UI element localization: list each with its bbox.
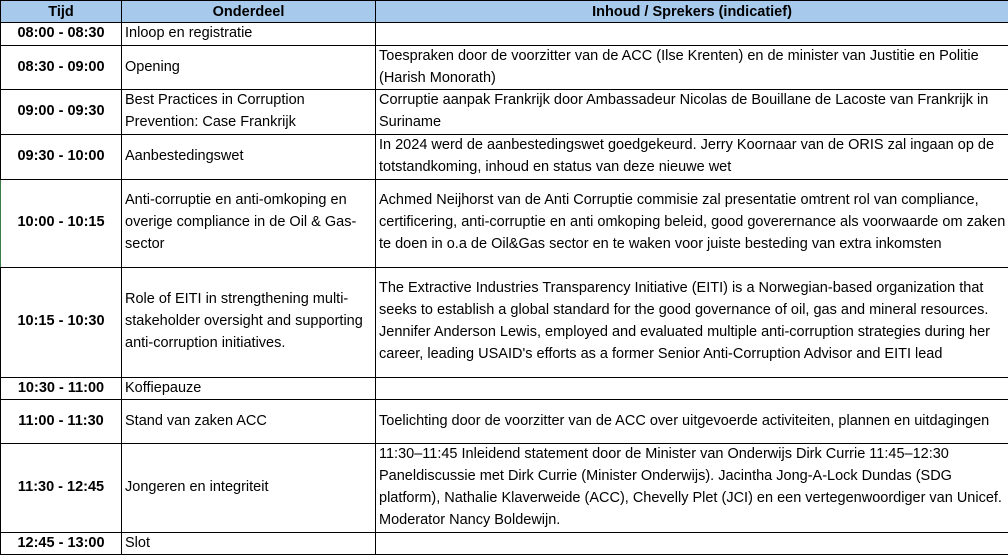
part-cell: Inloop en registratie	[122, 23, 376, 46]
content-cell: The Extractive Industries Transparency Initiative (EITI) is a Norwegian-based organization that seeks to establish a global standard for the good governance of oil, gas and mineral resources. Jennifer Anderson Lewis, employed and evaluated multiple anti-corruption strategies during her career, leading USAID's efforts as a former Senior Anti-Corruption Advisor and EITI lead	[376, 267, 1008, 377]
part-cell: Anti-corruptie en anti-omkoping en overige compliance in de Oil & Gas-sector	[122, 179, 376, 267]
content-cell: Achmed Neijhorst van de Anti Corruptie commisie zal presentatie omtrent rol van compliance, certificering, anti-corruptie en anti omkoping beleid, good goverernance als voorwaarde om zaken te doen in o.a de Oil&Gas sector en te waken voor juiste besteding van extra inkomsten	[376, 179, 1008, 267]
content-cell	[376, 23, 1008, 46]
part-cell: Aanbestedingswet	[122, 134, 376, 179]
table-row	[1, 134, 1008, 179]
part-cell: Stand van zaken ACC	[122, 400, 376, 444]
time-cell: 09:00 - 09:30	[1, 90, 122, 135]
part-cell: Opening	[122, 45, 376, 90]
content-cell: In 2024 werd de aanbestedingswet goedgekeurd. Jerry Koornaar van de ORIS zal ingaan op de totstandkoming, inhoud en status van deze nieuwe wet	[376, 134, 1008, 179]
part-cell: Jongeren en integriteit	[122, 444, 376, 532]
time-cell: 10:15 - 10:30	[1, 267, 122, 377]
content-cell: Toespraken door de voorzitter van de ACC (Ilse Krenten) en de minister van Justitie en Politie (Harish Monorath)	[376, 45, 1008, 90]
header-row	[1, 1, 1008, 23]
time-cell: 10:30 - 11:00	[1, 377, 122, 400]
table-row	[1, 267, 1008, 377]
part-cell: Role of EITI in strengthening multi-stakeholder oversight and supporting anti-corruption initiatives.	[122, 267, 376, 377]
table-row	[1, 23, 1008, 46]
content-cell: 11:30–11:45 Inleidend statement door de Minister van Onderwijs Dirk Currie 11:45–12:30 Paneldiscussie met Dirk Currie (Minister Onderwijs). Jacintha Jong-A-Lock Dundas (SDG platform), Nathalie Klaverweide (ACC), Chevelly Plet (JCI) en een vertegenwoordiger van Unicef. Moderator Nancy Boldewijn.	[376, 444, 1008, 532]
part-cell: Koffiepauze	[122, 377, 376, 400]
table-row	[1, 45, 1008, 90]
header-content: Inhoud / Sprekers (indicatief)	[376, 1, 1008, 23]
part-cell: Slot	[122, 532, 376, 555]
time-cell: 10:00 - 10:15	[1, 179, 122, 267]
header-part: Onderdeel	[122, 1, 376, 23]
time-cell: 08:00 - 08:30	[1, 23, 122, 46]
content-cell: Toelichting door de voorzitter van de ACC over uitgevoerde activiteiten, plannen en uitdagingen	[376, 400, 1008, 444]
table-row	[1, 400, 1008, 444]
time-cell: 09:30 - 10:00	[1, 134, 122, 179]
table-row	[1, 532, 1008, 555]
time-cell: 08:30 - 09:00	[1, 45, 122, 90]
header-time: Tijd	[1, 1, 122, 23]
content-cell	[376, 532, 1008, 555]
time-cell: 12:45 - 13:00	[1, 532, 122, 555]
part-cell: Best Practices in Corruption Prevention: Case Frankrijk	[122, 90, 376, 135]
table-row	[1, 90, 1008, 135]
table-row	[1, 444, 1008, 532]
table-row	[1, 179, 1008, 267]
table-row	[1, 377, 1008, 400]
content-cell	[376, 377, 1008, 400]
content-cell: Corruptie aanpak Frankrijk door Ambassadeur Nicolas de Bouillane de Lacoste van Frankrijk in Suriname	[376, 90, 1008, 135]
time-cell: 11:30 - 12:45	[1, 444, 122, 532]
time-cell: 11:00 - 11:30	[1, 400, 122, 444]
